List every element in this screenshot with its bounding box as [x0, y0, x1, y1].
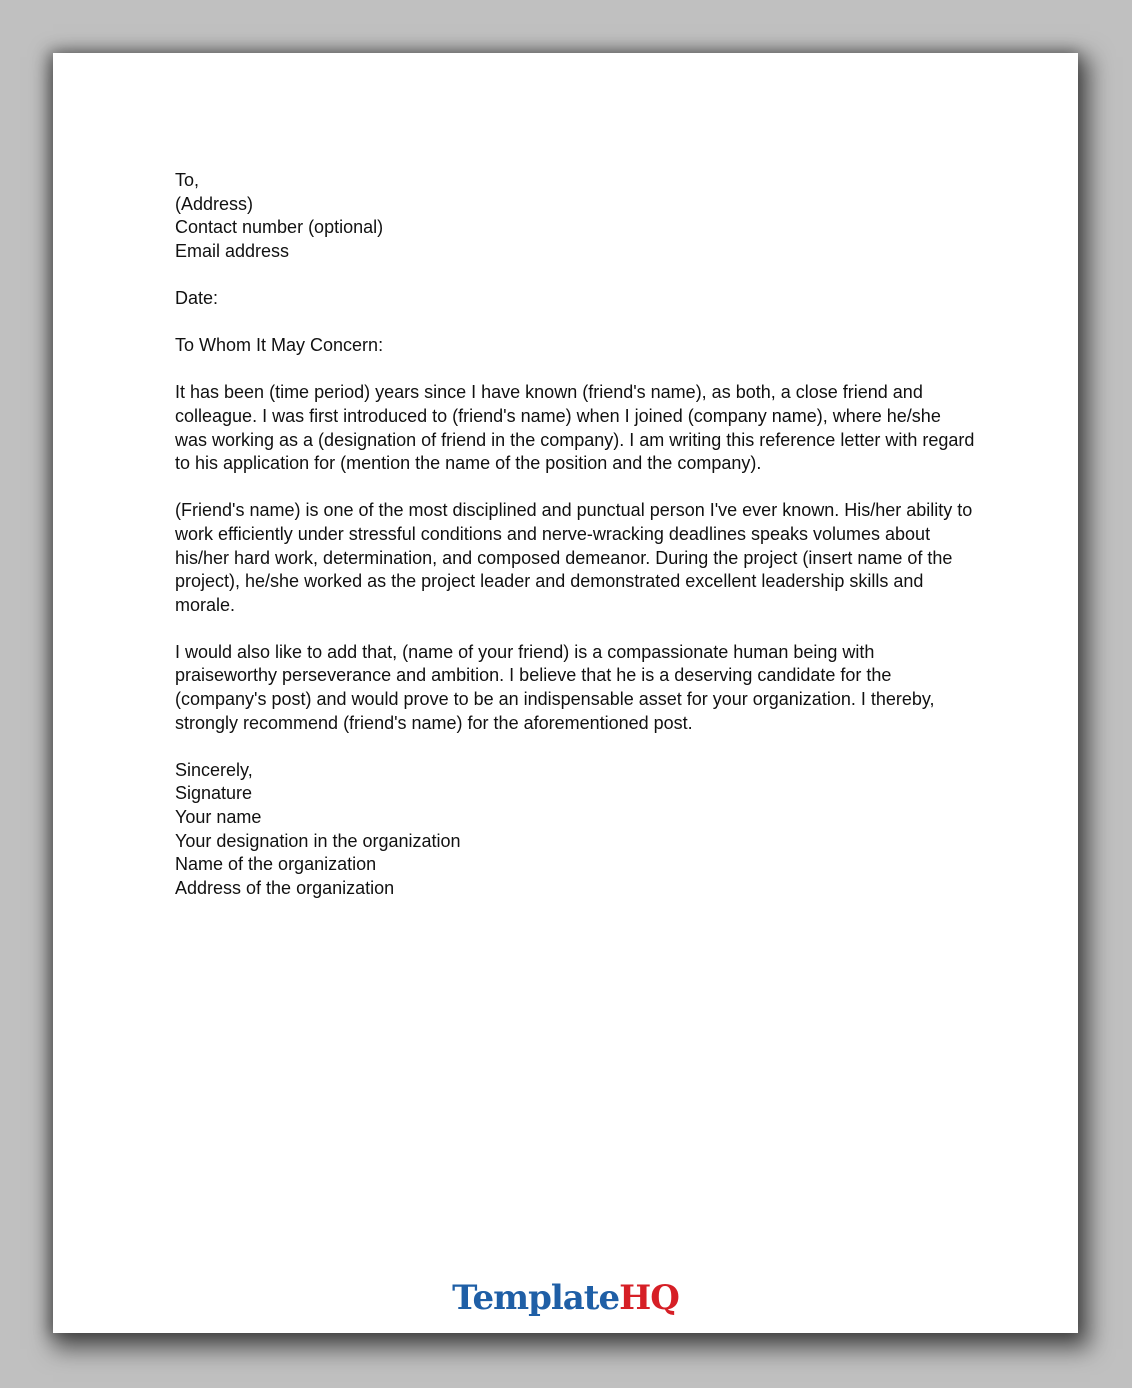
closing-line: Sincerely, — [175, 759, 253, 780]
closing-line: Address of the organization — [175, 877, 395, 898]
templatehq-logo — [53, 1276, 1078, 1320]
salutation: To Whom It May Concern: — [175, 335, 384, 356]
closing-line: Your name — [175, 807, 262, 828]
reference-letter — [175, 169, 975, 900]
date-label: Date: — [175, 287, 219, 308]
logo-text-template: Template — [452, 1278, 620, 1318]
recipient-line: Email address — [175, 240, 290, 261]
closing-block — [175, 759, 975, 901]
body-paragraph: It has been (time period) years since I have known (friend's name), as both, a close friend and colleague. I was first introduced to (friend's name) when I joined (company name), where he/she was working as a (designation of friend in the company). I am writing this reference letter with regard to his application for (mention the name of the position and the company). — [175, 382, 975, 474]
recipient-line: To, — [175, 170, 200, 190]
document-page — [53, 53, 1078, 1333]
recipient-line: (Address) — [175, 193, 254, 214]
spacer — [175, 358, 975, 382]
spacer — [175, 263, 975, 287]
closing-line: Name of the organization — [175, 854, 377, 875]
closing-line: Your designation in the organization — [175, 830, 461, 851]
recipient-line: Contact number (optional) — [175, 217, 384, 238]
body-paragraph: (Friend's name) is one of the most disciplined and punctual person I've ever known. His/her ability to work efficiently under stressful conditions and nerve-wracking deadlines speaks volumes about his/her hard work, determination, and composed demeanor. During the project (insert name of the project), he/she worked as the project leader and demonstrated excellent leadership skills and morale. — [175, 500, 973, 615]
spacer — [175, 311, 975, 335]
recipient-block — [175, 169, 975, 263]
body-paragraph: I would also like to add that, (name of your friend) is a compassionate human being with praiseworthy perseverance and ambition. I believe that he is a deserving candidate for the (company's post) and would prove to be an indispensable asset for your organization. I thereby, strongly recommend (friend's name) for the aforementioned post. — [175, 641, 935, 733]
signature-line: Signature — [175, 783, 253, 804]
logo-text-hq: HQ — [619, 1278, 679, 1318]
